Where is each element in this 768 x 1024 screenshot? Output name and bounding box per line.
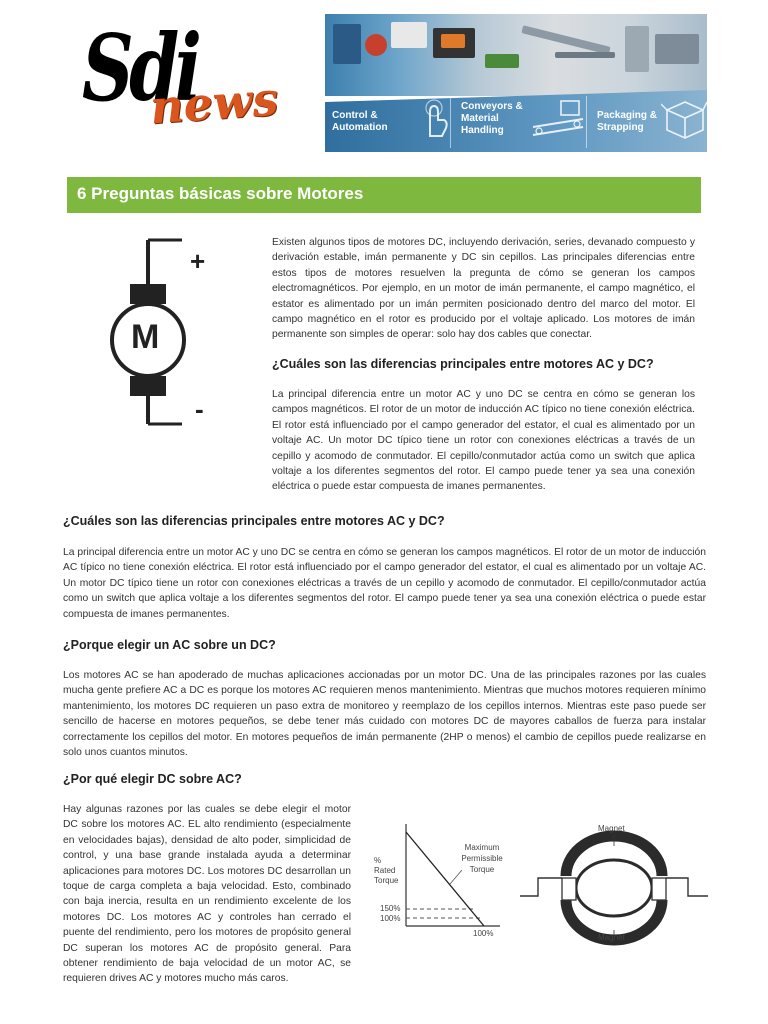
intro-paragraph: Existen algunos tipos de motores DC, incluyendo derivación, series, devanado compuesto y derivación estable, imán permanente y DC sin cepillos. Las principales diferencias entre estos tipos de motores resuelven la pregunta de cómo se generan los campos electromagnéticos. Por ejemplo, en un motor de imán permanente, el campo magnético, el estator es alimentado por un imán permiten posicionado dentro del marco del motor. El campo magnético en el rotor es producido por el voltaje aplicado. Los motores de imán permanente son simples de operar: solo hay dos cables que conectar. — [272, 237, 695, 341]
magnet-label-bottom: Magnet — [598, 933, 625, 942]
logo-sdi: Sdi — [82, 14, 198, 122]
product-photo-strip — [325, 14, 707, 96]
plus-sign: + — [190, 246, 206, 276]
chart-y-label — [374, 856, 398, 886]
category-label: Conveyors & — [461, 101, 523, 112]
motor-letter: M — [131, 318, 160, 356]
magnet-label-top: Magnet — [598, 824, 625, 833]
category-divider — [450, 96, 451, 148]
motor-symbol-diagram — [100, 232, 240, 432]
category-label: Material — [461, 113, 499, 124]
section3-heading: ¿Por qué elegir DC sobre AC? — [63, 772, 242, 786]
section1-heading: ¿Cuáles son las diferencias principales entre motores AC y DC? — [63, 514, 445, 528]
category-label: Automation — [332, 122, 388, 133]
conveyor-icon — [531, 97, 587, 143]
chart-annotation-line: Permissible — [461, 854, 503, 863]
magnet-motor-diagram — [516, 818, 712, 946]
chart-annotation-line: Torque — [469, 865, 495, 874]
chart-y-label-line: % — [374, 856, 382, 865]
category-label: Control & — [332, 110, 378, 121]
chart-y-label-line: Torque — [374, 876, 399, 885]
box-icon — [661, 96, 707, 140]
chart-y-label-line: Rated — [374, 866, 396, 875]
intro-question-heading: ¿Cuáles son las diferencias principales entre motores AC y DC? — [272, 357, 654, 371]
chart-annotation-line: Maximum — [464, 843, 500, 852]
intro-answer-paragraph: La principal diferencia entre un motor AC y uno DC se centra en cómo se generan los campos magnéticos. El rotor de un motor de inducción AC típico no tiene conexión eléctrica. El rotor está influenciado por el campo generador del estator, el cual es alimentado por un voltaje AC. Un motor DC típico tiene un rotor con conexiones eléctricas a través de un cepillo y acomodo de conmutador. El cepillo/conmutador actúa como un switch que aplica voltaje a los diferentes segmentos del rotor. El campo puede tener ya sea una conexión eléctrica o puede estar compuesta de imanes permanentes. — [272, 389, 695, 493]
chart-y-tick-label: 100% — [380, 914, 401, 923]
section2-heading: ¿Porque elegir un AC sobre un DC? — [63, 638, 276, 652]
chart-x-tick-label: 100% — [473, 929, 494, 938]
page-title: 6 Preguntas básicas sobre Motores — [77, 184, 364, 203]
chart-annotation — [452, 842, 512, 875]
touch-hand-icon — [416, 98, 450, 138]
chart-y-tick-label: 150% — [380, 904, 401, 913]
category-label: Packaging & — [597, 110, 658, 121]
section2-paragraph: Los motores AC se han apoderado de muchas aplicaciones accionadas por un motor DC. Una de las principales razones por las cuales mucha gente prefiere AC a DC es porque los motores AC requieren menos mantenimiento. Mientras que muchos motores requieren mínimo mantenimiento, los motores DC requieren un paso extra de monitoreo y reemplazo de los cepillos internos. Mientras este paso puede ser sencillo de hacerse en motores pequeños, se debe tener más cuidado con motores DC de mayores caballos de fuerza para instalar correctamente los cepillos del motor. En motores pequeños de imán permanente (2HP o menos) el cambio de cepillos puede realizarse en solo unos cuantos minutos. — [63, 670, 706, 759]
minus-sign: - — [195, 394, 204, 424]
section3-paragraph: Hay algunas razones por las cuales se debe elegir el motor DC sobre los motores AC. EL alto rendimiento (especialmente en velocidades bajas), densidad de alto poder, simplicidad de control, y una base grande instalada ayuda a determinar aplicaciones para motores DC. Los motores DC desarrollan un toque de carga completa a baja velocidad. Esto, combinado con baja inercia, resulta en un rendimiento excelente de los motores DC. Los motores AC y controles han cerrado el puente del rendimiento, pero los motores de propósito general DC superan los motores AC de propósito general. Para obtener rendimiento de baja velocidad de un motor AC, se requieren drives AC y motores mucho más caros. — [63, 804, 351, 985]
category-label: Strapping — [597, 122, 644, 133]
category-label: Handling — [461, 125, 504, 136]
section1-paragraph: La principal diferencia entre un motor AC y uno DC se centra en cómo se generan los campos magnéticos. El rotor de un motor de inducción AC típico no tiene conexión eléctrica. El rotor está influenciado por el campo generador del estator, el cual es alimentado por un voltaje AC. Un motor DC típico tiene un rotor con conexiones eléctricas a través de un cepillo y acomodo de conmutador. El cepillo/conmutador actúa como un switch que aplica voltaje a los diferentes segmentos del rotor. El campo puede tener ya sea una conexión eléctrica o puede estar compuesta de imanes permanentes. — [63, 547, 706, 620]
logo-news: news — [148, 71, 280, 135]
